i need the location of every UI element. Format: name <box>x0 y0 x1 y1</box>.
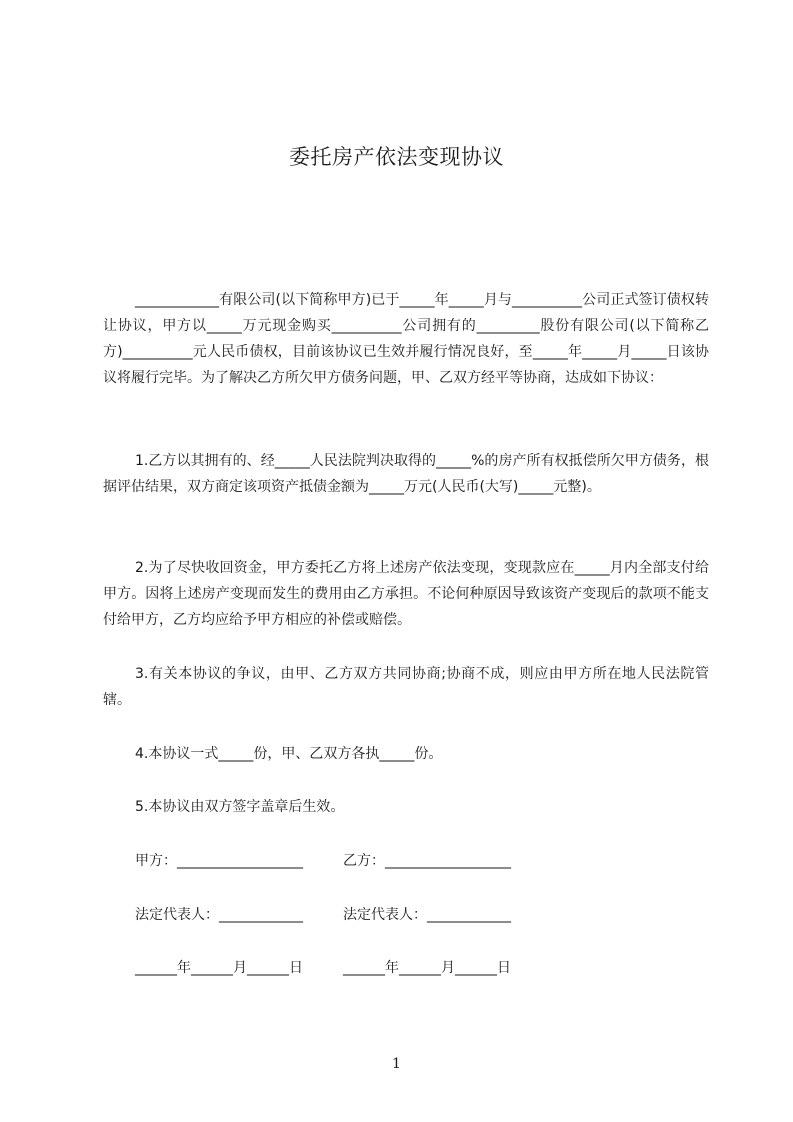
clause-1-text: 1.乙方以其拥有的、经_____人民法院判决取得的_____%的房产所有权抵偿所欠甲方债务，根据评估结果，双方商定该项资产抵债金额为_____万元(人民币(大写)_____元整)。 <box>103 453 709 495</box>
party-b-date: ______年______月______日 <box>343 960 511 976</box>
party-b-signature: 乙方：__________________ <box>343 853 511 869</box>
clause-2 <box>103 555 709 633</box>
clause-1 <box>103 448 709 500</box>
clause-3 <box>103 661 709 713</box>
party-b-representative: 法定代表人：____________ <box>343 907 511 923</box>
clause-3-text: 3.有关本协议的争议，由甲、乙方双方共同协商;协商不成，则应由甲方所在地人民法院管辖。 <box>103 666 709 708</box>
party-a-date: ______年______月______日 <box>135 960 303 976</box>
intro-text: ____________有限公司(以下简称甲方)已于_____年_____月与__________公司正式签订债权转让协议，甲方以_____万元现金购买__________公司拥有的_________股份有限公司(以下简称乙方)__________元人民币债权，目前该协议已生效并履行情况良好，至_____年_____月_____日该协议将履行完毕。为了解决乙方所欠甲方债务问题，甲、乙双方经平等协商，达成如下协议： <box>103 292 709 386</box>
clause-4: 4.本协议一式_____份，甲、乙双方各执_____份。 <box>135 746 443 762</box>
clause-5: 5.本协议由双方签字盖章后生效。 <box>135 799 345 815</box>
document-title: 委托房产依法变现协议 <box>289 145 504 169</box>
party-a-signature: 甲方：__________________ <box>135 853 303 869</box>
page-number: 1 <box>392 1056 401 1072</box>
clause-2-text: 2.为了尽快收回资金，甲方委托乙方将上述房产依法变现，变现款应在_____月内全部支付给甲方。因将上述房产变现而发生的费用由乙方承担。不论何种原因导致该资产变现后的款项不能支付给甲方，乙方均应给予甲方相应的补偿或赔偿。 <box>103 560 709 628</box>
intro-paragraph <box>103 287 709 391</box>
party-a-representative: 法定代表人：____________ <box>135 907 303 923</box>
